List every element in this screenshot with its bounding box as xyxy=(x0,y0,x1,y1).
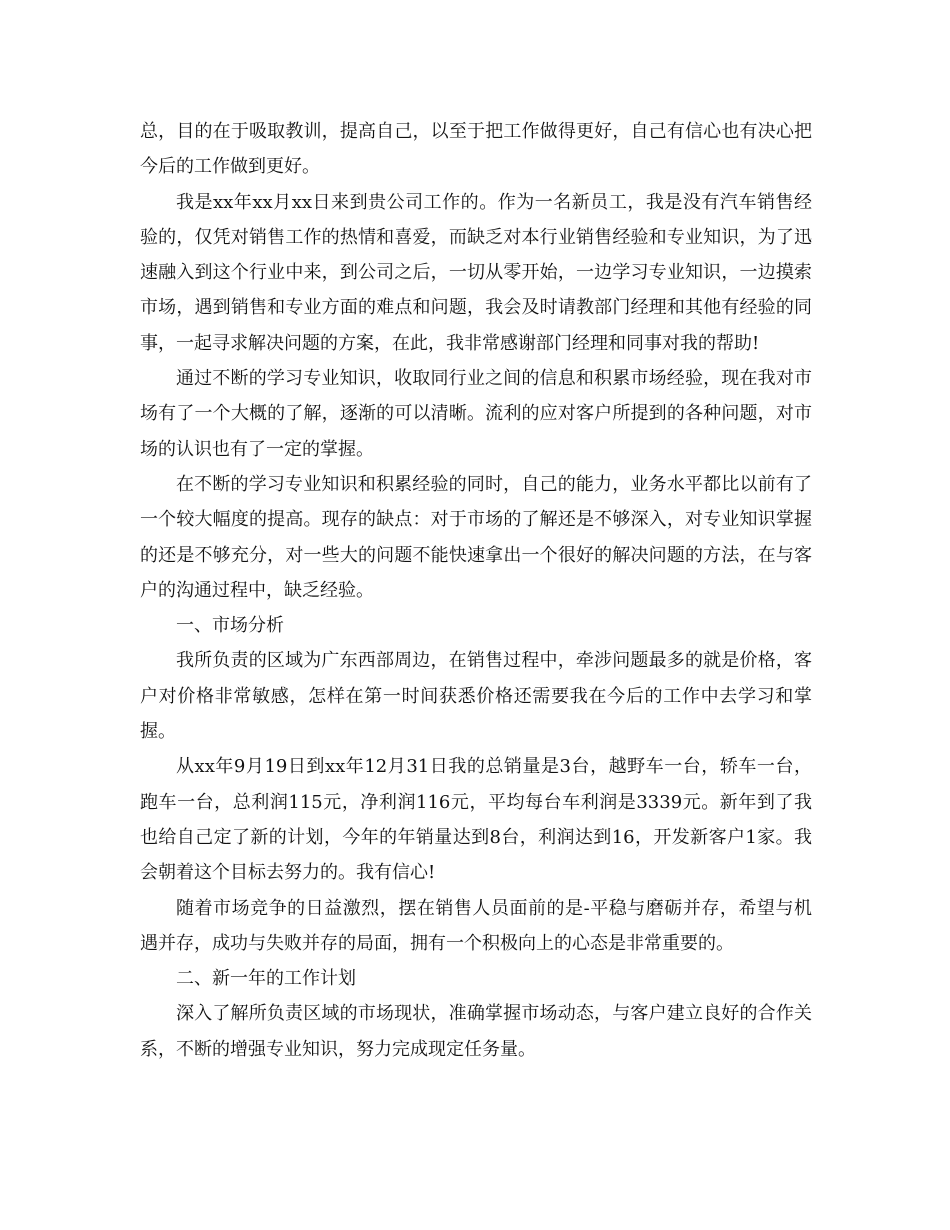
paragraph-market-learning: 通过不断的学习专业知识，收取同行业之间的信息和积累市场经验，现在我对市场有了一个大概的了解，逐渐的可以清晰。流利的应对客户所提到的各种问题，对市场的认识也有了一定的掌握。 xyxy=(140,368,812,460)
paragraph-competition: 随着市场竞争的日益激烈，摆在销售人员面前的是-平稳与磨砺并存，希望与机遇并存，成功与失败并存的局面，拥有一个积极向上的心态是非常重要的。 xyxy=(140,897,812,954)
paragraph-shortcomings: 在不断的学习专业知识和积累经验的同时，自己的能力，业务水平都比以前有了一个较大幅度的提高。现存的缺点：对于市场的了解还是不够深入，对专业知识掌握的还是不够充分，对一些大的问题不能快速拿出一个很好的解决问题的方法，在与客户的沟通过程中，缺乏经验。 xyxy=(140,473,812,601)
paragraph-sales-figures: 从xx年9月19日到xx年12月31日我的总销量是3台，越野车一台，轿车一台，跑车一台，总利润115元，净利润116元，平均每台车利润是3339元。新年到了我也给自己定了新的计划，今年的年销量达到8台，利润达到16，开发新客户1家。我会朝着这个目标去努力的。我有信心! xyxy=(140,756,812,884)
document-body xyxy=(140,114,812,1067)
paragraph-continuation: 总，目的在于吸取教训，提高自己，以至于把工作做得更好，自己有信心也有决心把今后的工作做到更好。 xyxy=(140,121,812,178)
paragraph-plan-details: 深入了解所负责区域的市场现状，准确掌握市场动态，与客户建立良好的合作关系，不断的增强专业知识，努力完成现定任务量。 xyxy=(140,1003,812,1060)
paragraph-region: 我所负责的区域为广东西部周边，在销售过程中，牵涉问题最多的就是价格，客户对价格非常敏感，怎样在第一时间获悉价格还需要我在今后的工作中去学习和掌握。 xyxy=(140,650,812,743)
section-heading-market-analysis: 一、市场分析 xyxy=(176,615,284,637)
paragraph-introduction: 我是xx年xx月xx日来到贵公司工作的。作为一名新员工，我是没有汽车销售经验的，仅凭对销售工作的热情和喜爱，而缺乏对本行业销售经验和专业知识，为了迅速融入到这个行业中来，到公司之后，一切从零开始，一边学习专业知识，一边摸索市场，遇到销售和专业方面的难点和问题，我会及时请教部门经理和其他有经验的同事，一起寻求解决问题的方案，在此，我非常感谢部门经理和同事对我的帮助! xyxy=(140,191,812,354)
section-heading-work-plan: 二、新一年的工作计划 xyxy=(176,968,356,990)
